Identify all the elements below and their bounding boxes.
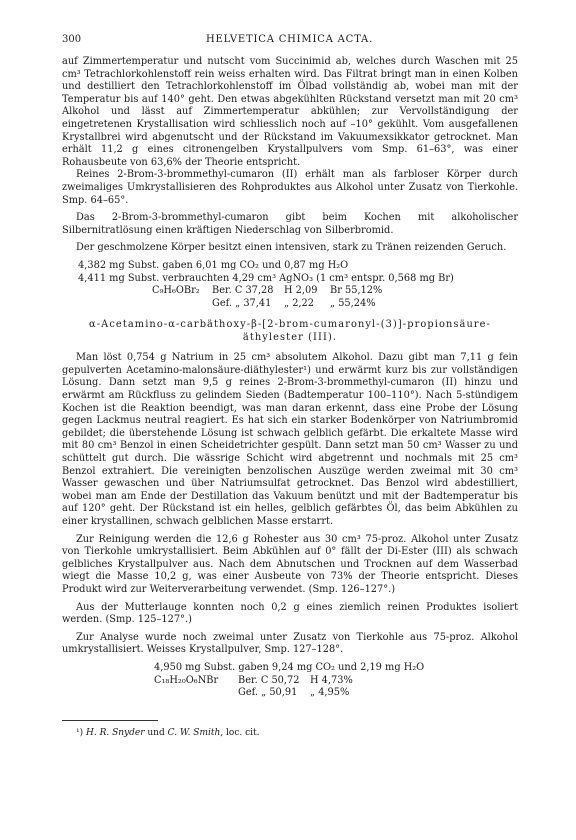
running-header xyxy=(62,34,518,56)
page xyxy=(62,34,518,739)
paragraph-3: Das 2-Brom-3-brommethyl-cumaron gibt beim Kochen mit alkoholischer Silbernitratlösung einen kräftigen Niederschlag von Silberbromid. xyxy=(62,212,518,236)
footnote-mark: ¹) xyxy=(76,727,84,738)
found-c: Gef. „ 37,41 xyxy=(212,297,272,309)
formula: C₉H₆OBr₂ xyxy=(152,285,200,297)
footnote-author-1: H. R. Snyder xyxy=(86,727,145,738)
found-h: „ 2,22 xyxy=(284,297,315,309)
analysis-found-row xyxy=(154,687,518,700)
calc-h: H 2,09 xyxy=(284,285,318,297)
analysis-block-2 xyxy=(62,662,518,700)
paragraph-5: Man löst 0,754 g Natrium in 25 cm³ absolutem Alkohol. Dazu gibt man 7,11 g fein gepulverten Acetamino-malonsäure-diäthylester¹) und erwärmt kurz bis zur vollständigen Lösung. Dann setzt man 9,5 g reines 2-Brom-3-brommethyl-cumaron (II) hinzu und erwärmt am Rückfluss zu gelindem Sieden (Badtemperatur 100–110°). Nach 5-stündigem Kochen ist die Reaktion beendigt, was man daran erkennt, dass eine Probe der Lösung gegen Lackmus neutral reagiert. Es hat sich ein starker Bodenkörper von Natriumbromid gebildet; die überstehende Lösung ist schwach gelblich gefärbt. Die erkaltete Masse wird mit 80 cm³ Benzol in einen Scheidetrichter gespült. Dann setzt man 50 cm³ Wasser zu und schüttelt gut durch. Die wässrige Schicht wird abgetrennt und nochmals mit 25 cm³ Benzol extrahiert. Die vereinigten benzolischen Auszüge werden zweimal mit 30 cm³ Wasser gewaschen und über Natriumsulfat getrocknet. Das Benzol wird abdestilliert, wobei man am Ende der Destillation das Vakuum benützt und mit der Badtemperatur bis auf 120° geht. Der Rückstand ist ein helles, gelblich gefärbtes Öl, das beim Abkühlen zu einer krystallinen, schwach gelblichen Masse erstarrt. xyxy=(62,352,518,527)
section-title-cont: äthylester (III). xyxy=(242,332,338,344)
found-br: „ 55,24% xyxy=(330,297,376,309)
calc-h: H 4,73% xyxy=(310,674,353,686)
analysis-line: 4,382 mg Subst. gaben 6,01 mg CO₂ und 0,87 mg H₂O xyxy=(78,259,349,271)
paragraph-1: auf Zimmertemperatur und nutscht vom Succinimid ab, welches durch Waschen mit 25 cm³ Tetrachlorkohlenstoff rein weiss erhalten wird. Das Filtrat bringt man in einen Kolben und destilliert den Tetrachlorkohlenstoff im Ölbad vollständig ab, wobei man mit der Temperatur bis auf 140° geht. Den etwas abgekühlten Rückstand versetzt man mit 20 cm³ Alkohol und lässt auf Zimmertemperatur abkühlen; zur Vervollständigung der eingetretenen Krystallisation wird schliesslich noch auf –10° gekühlt. Vom ausgefallenen Krystallbrei wird abgenutscht und der Rückstand im Vakuumexsikkator getrocknet. Man erhält 11,2 g eines citronengelben Krystallpulvers vom Smp. 61–63°, was einer Rohausbeute von 63,6% der Theorie entspricht. xyxy=(62,56,518,168)
paragraph-6: Zur Reinigung werden die 12,6 g Rohester aus 30 cm³ 75-proz. Alkohol unter Zusatz von Tierkohle umkrystallisiert. Beim Abkühlen auf 0° fällt der Di-Ester (III) als schwach gelbliches Krystallpulver aus. Nach dem Abnutschen und Trocknen auf dem Wasserbad wiegt die Masse 10,2 g, was einer Ausbeute von 73% der Theorie entspricht. Dieses Produkt wird zur Weiterverarbeitung verwendet. (Smp. 126–127°.) xyxy=(62,533,518,595)
found-h: „ 4,95% xyxy=(310,687,350,699)
analysis-calc-row xyxy=(62,285,518,298)
analysis-calc-row xyxy=(154,675,518,688)
section-title: α-Acetamino-α-carbäthoxy-β-[2-brom-cumaronyl-(3)]-propionsäure- xyxy=(89,319,491,331)
footnote-rule xyxy=(62,720,158,721)
paragraph-4: Der geschmolzene Körper besitzt einen intensiven, stark zu Tränen reizenden Geruch. xyxy=(76,242,507,254)
journal-title: HELVETICA CHIMICA ACTA. xyxy=(206,34,374,45)
analysis-line: 4,411 mg Subst. verbrauchten 4,29 cm³ AgNO₃ (1 cm³ entspr. 0,568 mg Br) xyxy=(78,272,454,284)
page-number: 300 xyxy=(62,34,82,45)
analysis-block-1 xyxy=(62,260,518,310)
calc-br: Br 55,12% xyxy=(330,285,383,297)
formula: C₁₈H₂₀O₆NBr xyxy=(154,674,219,686)
calc-c: Ber. C 50,72 xyxy=(238,674,300,686)
analysis-line: 4,950 mg Subst. gaben 9,24 mg CO₂ und 2,19 mg H₂O xyxy=(154,661,425,673)
analysis-found-row xyxy=(62,298,518,311)
footnote-ref: , loc. cit. xyxy=(220,727,260,738)
paragraph-7: Aus der Mutterlauge konnten noch 0,2 g eines ziemlich reinen Produktes isoliert werden. (Smp. 125–127°.) xyxy=(62,601,518,626)
paragraph-2: Reines 2-Brom-3-brommethyl-cumaron (II) erhält man als farbloser Körper durch zweimaliges Umkrystallisieren des Rohproduktes aus Alkohol unter Zusatz von Tierkohle. Smp. 64–65°. xyxy=(62,169,518,206)
found-c: Gef. „ 50,91 xyxy=(238,687,298,699)
footnote-conj: und xyxy=(147,727,165,738)
footnote xyxy=(62,727,518,739)
paragraph-8: Zur Analyse wurde noch zweimal unter Zusatz von Tierkohle aus 75-proz. Alkohol umkrystallisiert. Weisses Krystallpulver, Smp. 127–128°. xyxy=(62,631,518,656)
calc-c: Ber. C 37,28 xyxy=(212,285,274,297)
footnote-author-2: C. W. Smith xyxy=(167,727,221,738)
